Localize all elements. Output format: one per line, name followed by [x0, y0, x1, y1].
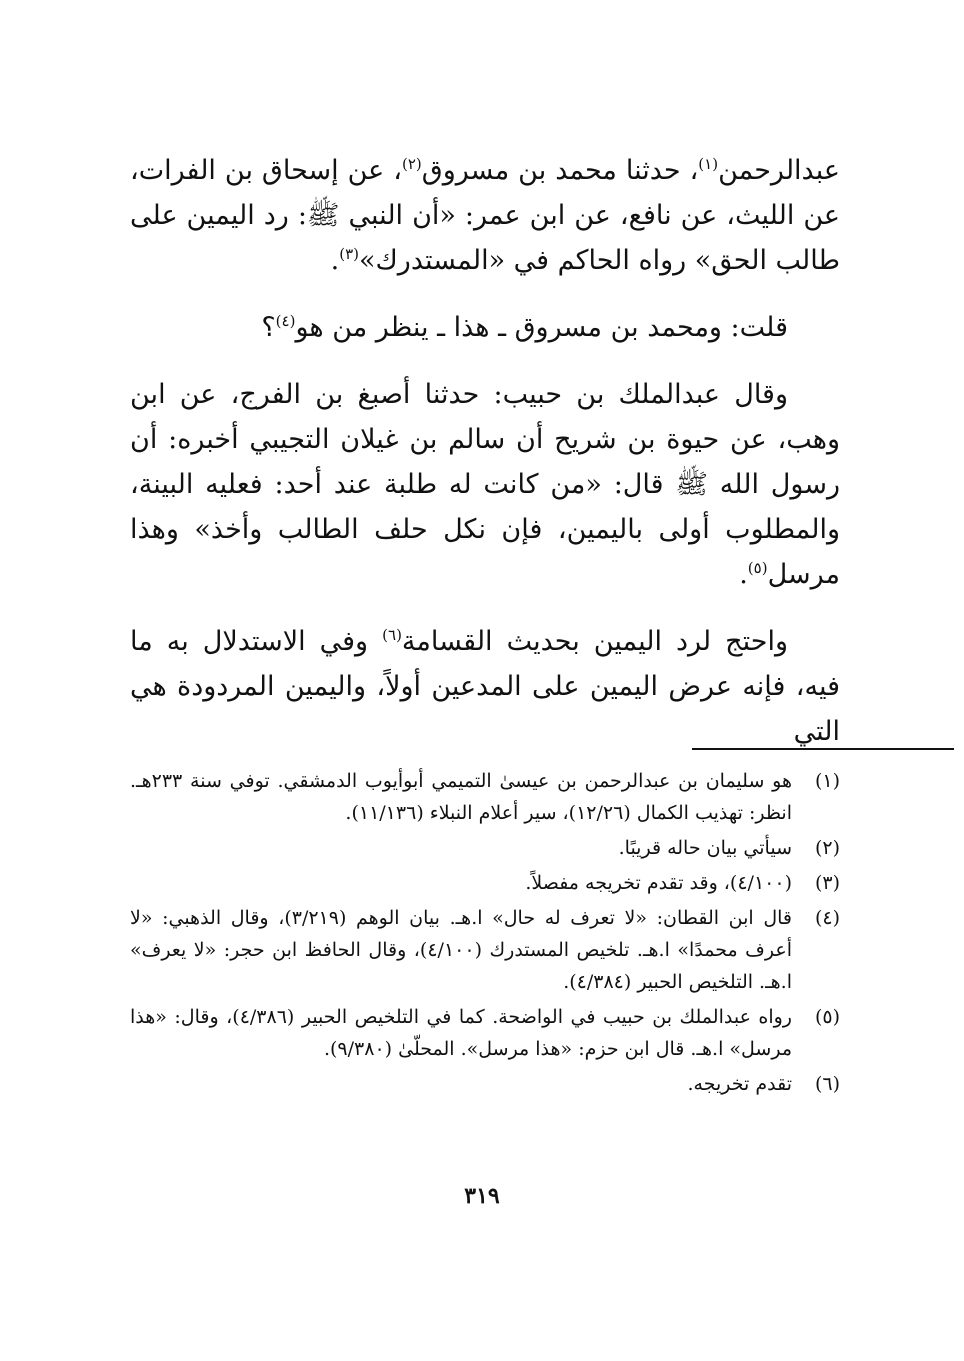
footnote-number: (١): [814, 770, 840, 792]
text-segment: ، عن إسحاق بن الفرات، عن الليث، عن نافع، عن ابن عمر: «أن النبي ﷺ: رد اليمين على طالب الحق» رواه الحاكم في «المستدرك»: [130, 155, 840, 276]
footnote-text: هو سليمان بن عبدالرحمن بن عيسىٰ التميمي أبوأيوب الدمشقي. توفي سنة ٢٣٣هـ. انظر: تهذيب الكمال (١٢/٢٦)، سير أعلام النبلاء (١١/١٣٦).: [130, 770, 792, 824]
text-segment: .: [739, 559, 748, 590]
paragraph-4: [130, 619, 840, 754]
footnote-number: (٦): [814, 1073, 840, 1095]
footnote-text: (٤/١٠٠)، وقد تقدم تخريجه مفصلاً.: [525, 872, 792, 894]
footnote-5: [130, 1001, 840, 1065]
text-segment: واحتج لرد اليمين بحديث القسامة: [401, 626, 788, 657]
footnote-ref-2[interactable]: (٢): [401, 155, 422, 173]
footnote-2: [130, 832, 840, 864]
footnote-text: سيأتي بيان حاله قريبًا.: [618, 837, 792, 859]
footnote-text: قال ابن القطان: «لا تعرف له حال» ا.هـ. بيان الوهم (٣/٢١٩)، وقال الذهبي: «لا أعرف محمدًا» ا.هـ. تلخيص المستدرك (٤/١٠٠)، وقال الحافظ ابن حجر: «لا يعرف» ا.هـ. التلخيص الحبير (٤/٣٨٤).: [130, 907, 792, 993]
footnote-ref-4[interactable]: (٤): [275, 312, 296, 330]
footnote-number: (٣): [814, 872, 840, 894]
text-segment: ؟: [261, 312, 276, 343]
text-segment: وفي الاستدلال به ما فيه، فإنه عرض اليمين على المدعين أولاً، واليمين المردودة هي التي: [130, 626, 840, 747]
paragraph-3: [130, 372, 840, 597]
text-segment: وقال عبدالملك بن حبيب: حدثنا أصبغ بن الفرج، عن ابن وهب، عن حيوة بن شريح أن سالم بن غيلان التجيبي أخبره: أن رسول الله ﷺ قال: «من كانت له طلبة عند أحد: فعليه البينة، والمطلوب أولى باليمين، فإن نكل حلف الطالب وأخذ» وهذا مرسل: [130, 379, 840, 590]
footnote-ref-5[interactable]: (٥): [747, 559, 768, 577]
footnote-text: رواه عبدالملك بن حبيب في الواضحة. كما في التلخيص الحبير (٤/٣٨٦)، وقال: «هذا مرسل» ا.هـ. قال ابن حزم: «هذا مرسل». المحلّىٰ (٩/٣٨٠).: [130, 1006, 792, 1060]
footnote-ref-1[interactable]: (١): [698, 155, 719, 173]
footnote-4: [130, 902, 840, 998]
footnote-divider: [692, 748, 954, 750]
main-text: [130, 148, 840, 754]
footnote-3: [130, 867, 840, 899]
paragraph-1: [130, 148, 840, 283]
footnote-text: تقدم تخريجه.: [687, 1073, 792, 1095]
footnote-ref-6[interactable]: (٦): [382, 626, 402, 644]
footnote-number: (٥): [814, 1006, 840, 1028]
text-segment: قلت: ومحمد بن مسروق ـ هذا ـ ينظر من هو: [295, 312, 788, 343]
footnotes: [130, 765, 840, 1103]
footnote-number: (٤): [814, 907, 840, 929]
footnote-6: [130, 1068, 840, 1100]
text-segment: .: [330, 245, 340, 276]
paragraph-2: [130, 305, 840, 350]
footnote-1: [130, 765, 840, 829]
text-segment: عبدالرحمن: [718, 155, 840, 186]
page-number: ٣١٩: [464, 1183, 500, 1209]
text-segment: ، حدثنا محمد بن مسروق: [421, 155, 699, 186]
footnote-ref-3[interactable]: (٣): [339, 245, 360, 263]
footnote-number: (٢): [814, 837, 840, 859]
